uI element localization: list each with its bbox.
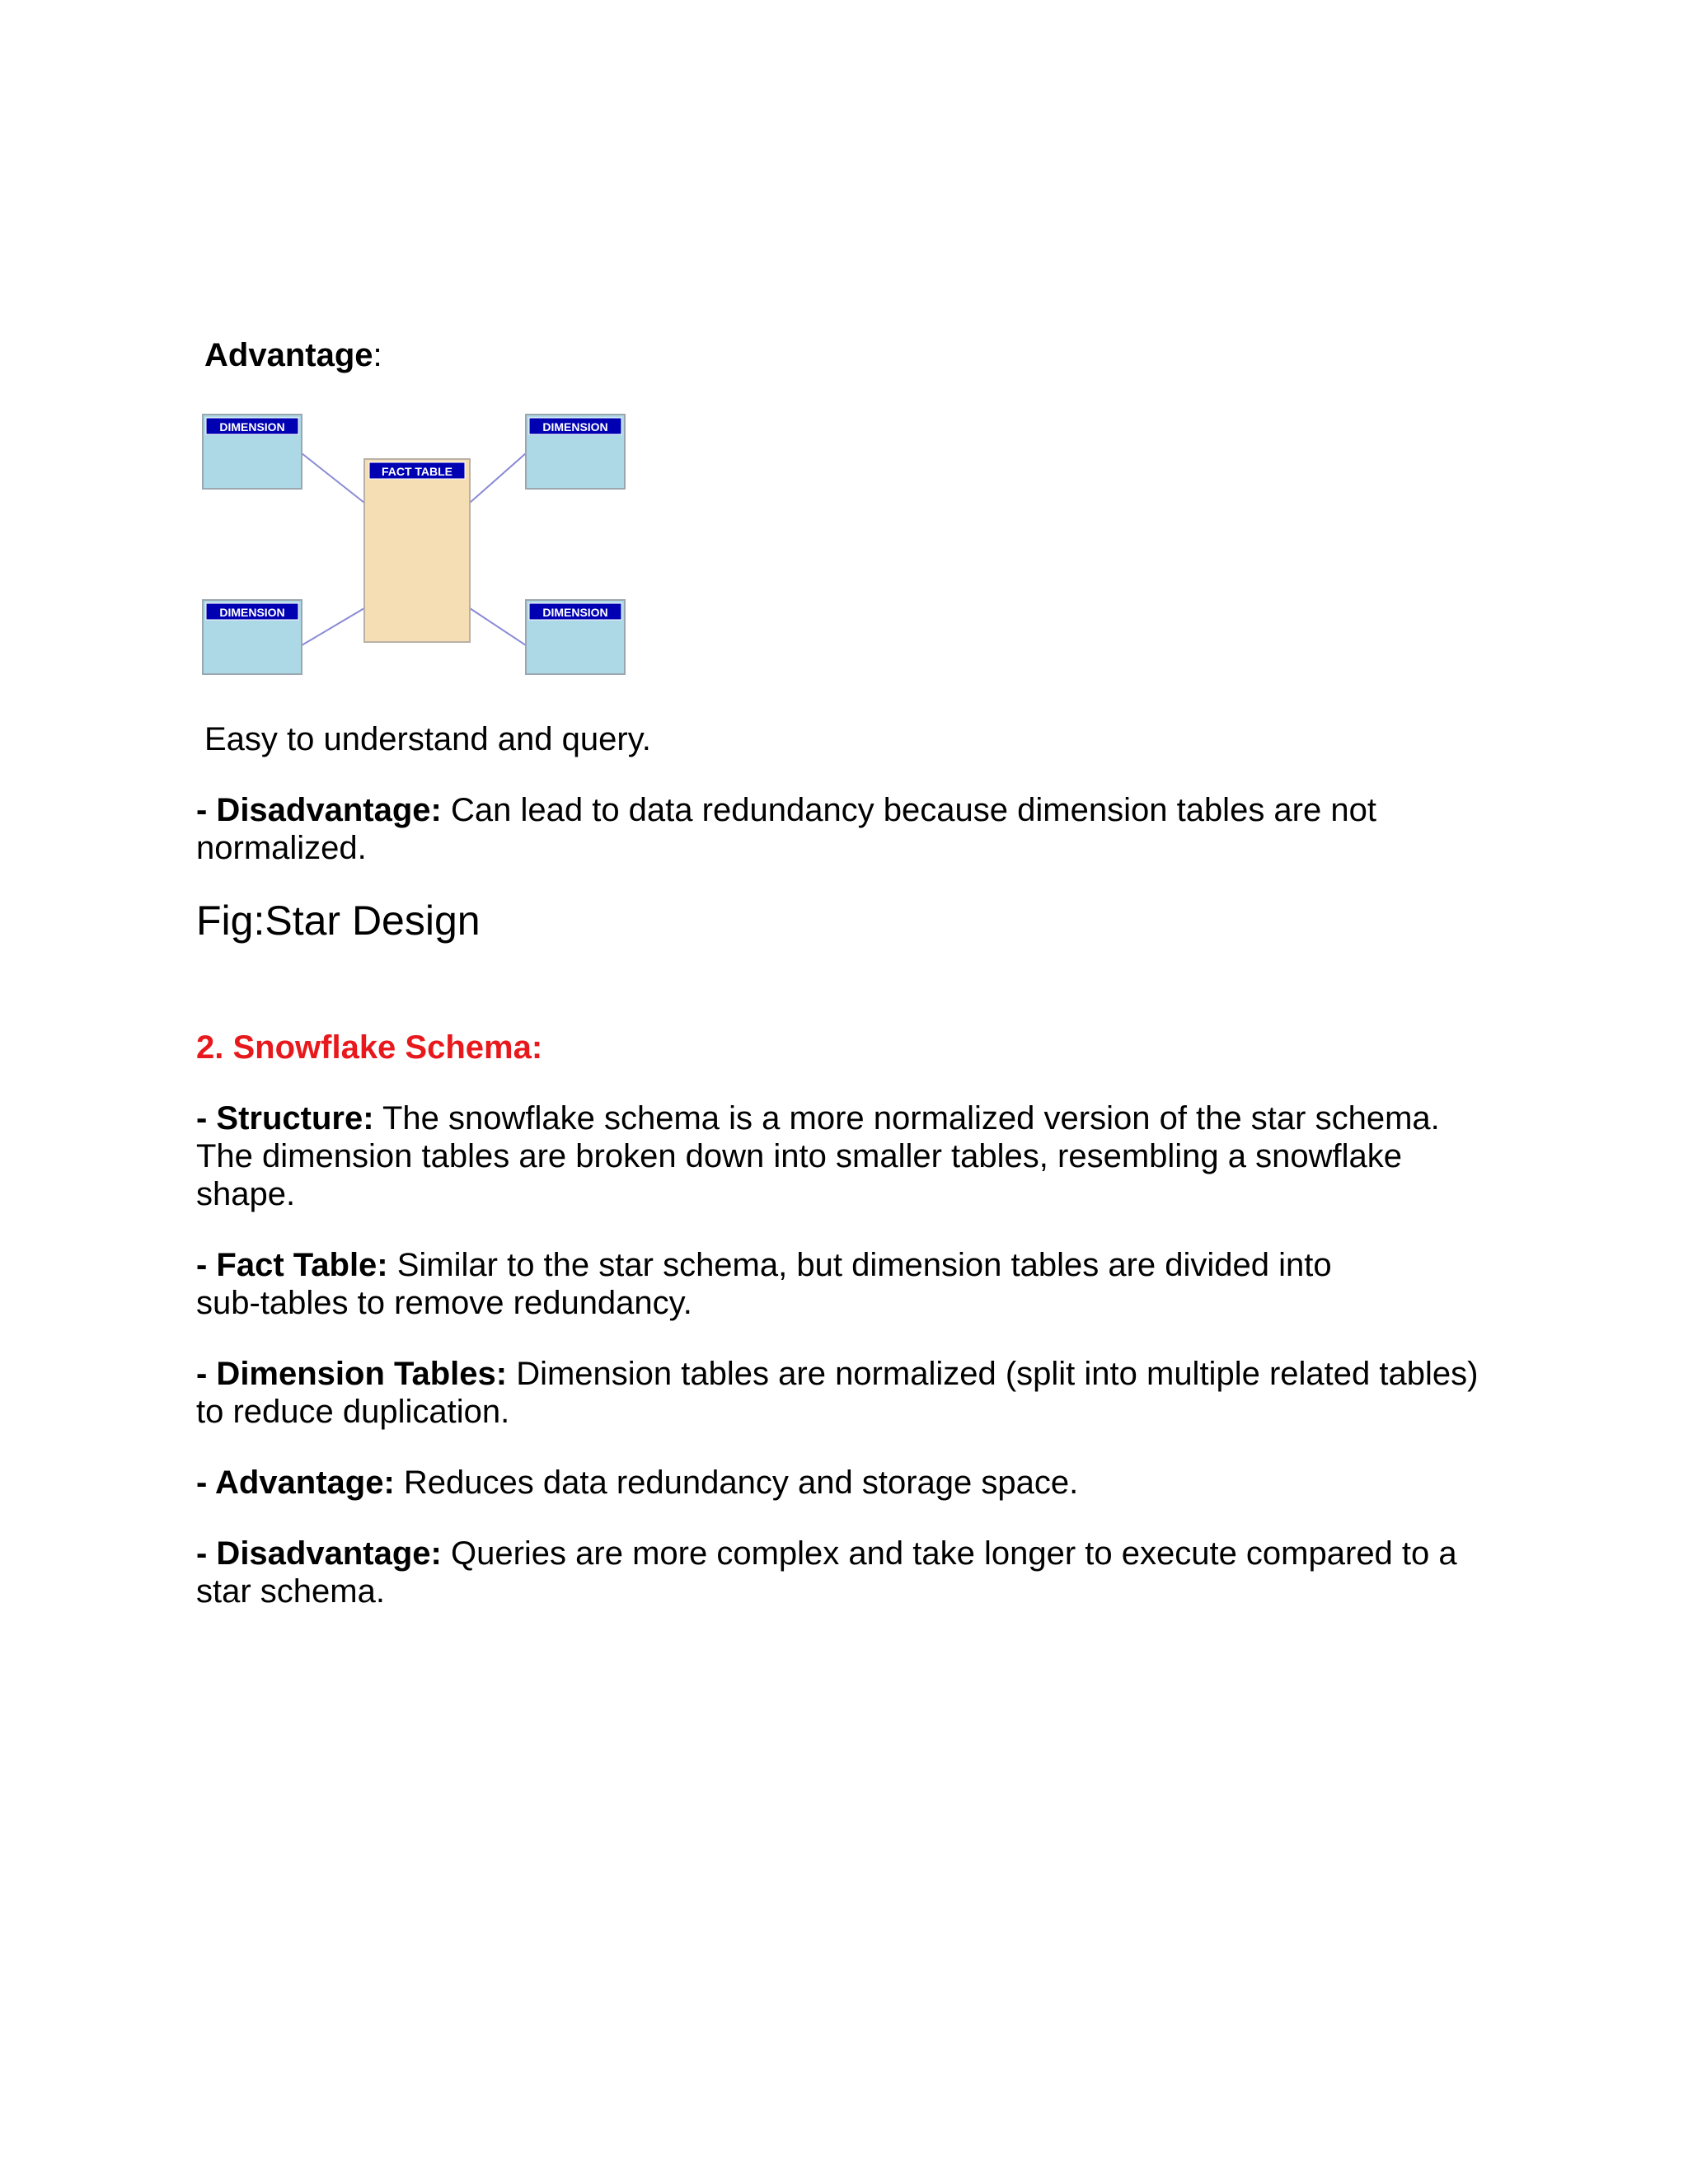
- star-disadvantage-line2: normalized.: [196, 830, 367, 866]
- dimension-tables-text: Dimension tables are normalized (split into multiple related tables): [507, 1356, 1479, 1392]
- fact-table-label: FACT TABLE: [381, 465, 453, 478]
- connector-top-right: [470, 453, 526, 503]
- structure-label: - Structure:: [196, 1100, 374, 1137]
- fact-table-line2: sub-tables to remove redundancy.: [196, 1285, 692, 1321]
- star-disadvantage-label: - Disadvantage:: [196, 792, 442, 828]
- dimension-tables-label: - Dimension Tables:: [196, 1356, 508, 1392]
- fact-table-desc-label: - Fact Table:: [196, 1247, 388, 1283]
- advantage-heading-label: Advantage: [204, 337, 373, 373]
- snowflake-disadvantage-line1: [196, 1535, 1457, 1572]
- dimension-tables-line1: [196, 1355, 1478, 1393]
- advantage-heading: [204, 336, 382, 374]
- dimension-table-bottom-right: [526, 600, 625, 674]
- advantage-heading-colon: :: [373, 337, 382, 373]
- connector-bottom-left: [302, 608, 364, 645]
- snowflake-advantage-text: Reduces data redundancy and storage space.: [394, 1465, 1079, 1501]
- fact-table: [364, 459, 470, 642]
- figure-caption: Fig:Star Design: [196, 898, 481, 944]
- snowflake-disadvantage-text: Queries are more complex and take longer to execute compared to a: [441, 1535, 1457, 1572]
- dimension-label: DIMENSION: [542, 606, 608, 619]
- structure-line3: shape.: [196, 1176, 296, 1212]
- dimension-label: DIMENSION: [219, 606, 285, 619]
- connector-bottom-right: [470, 608, 526, 645]
- snowflake-advantage-label: - Advantage:: [196, 1465, 395, 1501]
- dimension-table-bottom-left: [203, 600, 302, 674]
- star-schema-diagram: [201, 412, 630, 677]
- structure-text: The snowflake schema is a more normalized version of the star schema.: [373, 1100, 1440, 1137]
- dimension-tables-line2: to reduce duplication.: [196, 1394, 510, 1430]
- advantage-text: Easy to understand and query.: [204, 721, 651, 757]
- fact-table-text: Similar to the star schema, but dimension tables are divided into: [387, 1247, 1332, 1283]
- fact-table-line1: [196, 1246, 1332, 1284]
- dimension-label: DIMENSION: [219, 420, 285, 434]
- snowflake-advantage-line1: [196, 1464, 1078, 1502]
- snowflake-heading: 2. Snowflake Schema:: [196, 1029, 543, 1066]
- dimension-label: DIMENSION: [542, 420, 608, 434]
- star-disadvantage-text: Can lead to data redundancy because dimension tables are not: [441, 792, 1376, 828]
- connector-top-left: [302, 453, 364, 503]
- snowflake-disadvantage-line2: star schema.: [196, 1573, 385, 1610]
- structure-line2: The dimension tables are broken down into smaller tables, resembling a snowflake: [196, 1138, 1402, 1174]
- dimension-table-top-left: [203, 415, 302, 489]
- star-disadvantage-line1: [196, 791, 1376, 829]
- dimension-table-top-right: [526, 415, 625, 489]
- structure-line1: [196, 1099, 1440, 1137]
- snowflake-disadvantage-label: - Disadvantage:: [196, 1535, 442, 1572]
